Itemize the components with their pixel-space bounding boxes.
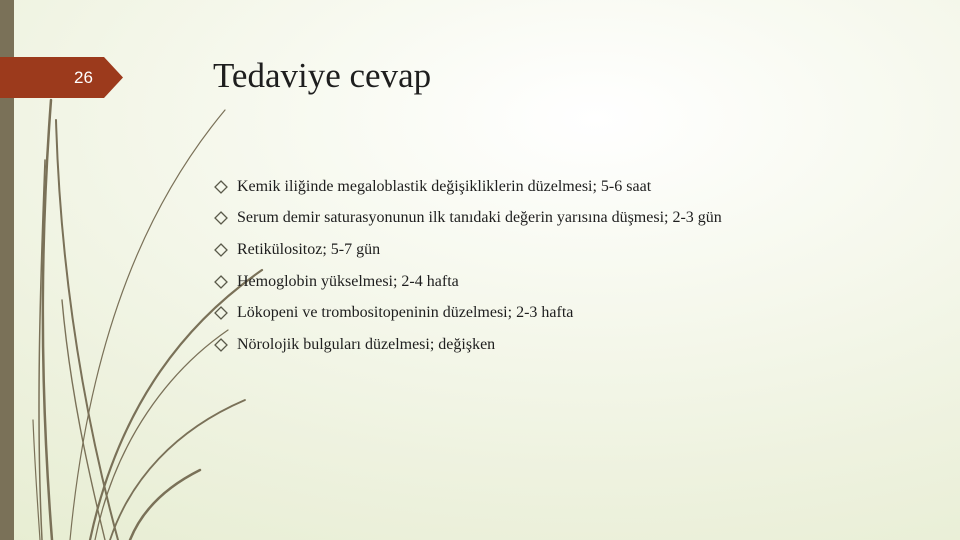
diamond-outline-icon [213,242,229,258]
bullet-text: Hemoglobin yükselmesi; 2-4 hafta [237,272,459,290]
list-item [213,234,722,266]
slide-number: 26 [74,68,93,87]
list-item [213,171,722,203]
list-item [213,297,722,329]
diamond-outline-icon [213,337,229,353]
diamond-outline-icon [213,179,229,195]
bullet-text: Kemik iliğinde megaloblastik değişikliklerin düzelmesi; 5-6 saat [237,177,652,195]
bullet-text: Nörolojik bulguları düzelmesi; değişken [237,335,496,353]
bullet-text: Lökopeni ve trombositopeninin düzelmesi; 2-3 hafta [237,304,574,322]
bullet-text: Retikülositoz; 5-7 gün [237,240,381,258]
list-item [213,329,722,361]
diamond-outline-icon [213,210,229,226]
bullet-list [213,171,722,361]
bullet-text: Serum demir saturasyonunun ilk tanıdaki değerin yarısına düşmesi; 2-3 gün [237,209,722,227]
diamond-outline-icon [213,305,229,321]
list-item [213,266,722,298]
list-item [213,203,722,235]
slide-title: Tedaviye cevap [213,56,432,95]
diamond-outline-icon [213,274,229,290]
